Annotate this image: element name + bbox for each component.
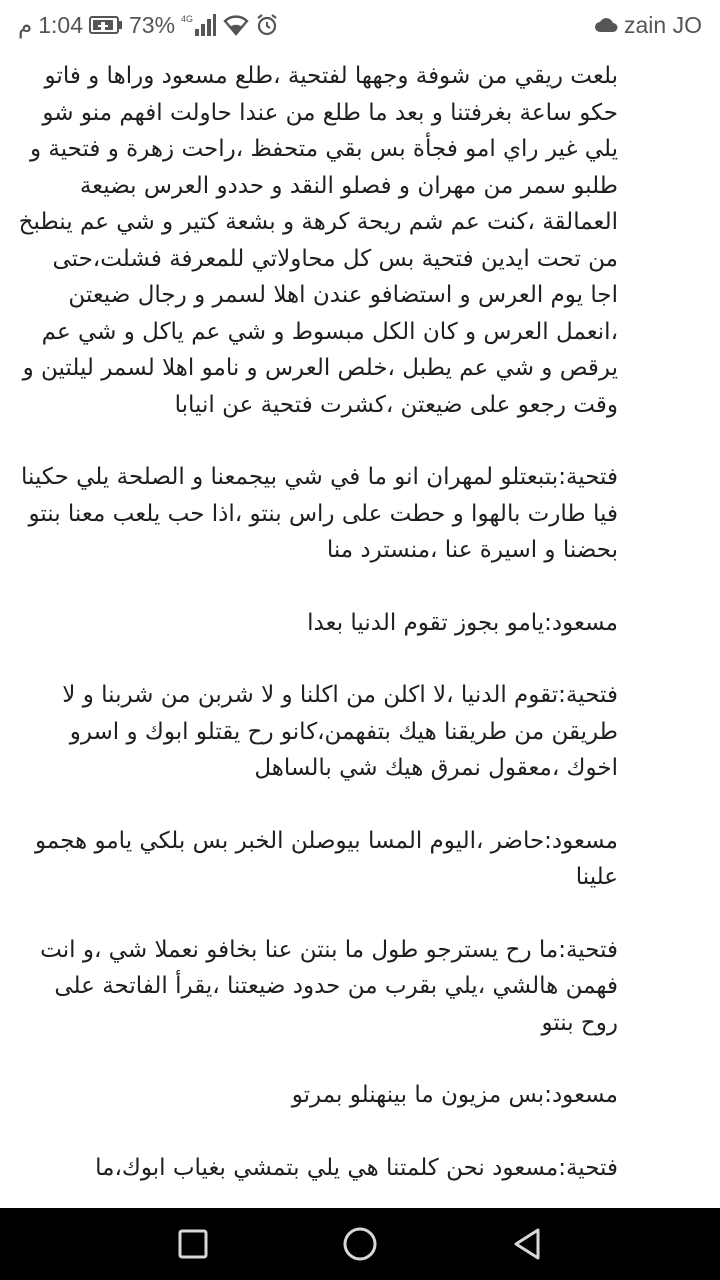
story-paragraph: بلعت ريقي من شوفة وجهها لفتحية ،طلع مسعود وراها و فاتو حكو ساعة بغرفتنا و بعد ما طلع من عندا حاولت افهم منو شو يلي غير راي امو فجأة بس بقي متحفظ ،راحت زهرة و فتحية و طلبو سمر من مهران و فصلو النقد و حددو العرس بضيعة العمالقة ،كنت عم شم ريحة كرهة و بشعة كتير و شي عم ينطبخ من تحت ايدين فتحية بس كل محاولاتي للمعرفة فشلت،حتى اجا يوم العرس و استضافو عندن اهلا لسمر و رجال ضيعتن ،انعمل العرس و كان الكل مبسوط و شي عم ياكل و شي عم يرقص و شي عم يطبل ،خلص العرس و نامو اهلا لسمر ليلتين و وقت رجعو على ضيعتن ،كشرت فتحية عن انيابا <box>18 63 618 418</box>
network-type-label: 4G <box>181 14 194 24</box>
story-text <box>18 58 618 1208</box>
alarm-clock-icon <box>255 13 279 37</box>
back-button[interactable] <box>497 1214 557 1274</box>
story-paragraph: فتحية:تقوم الدنيا ،لا اكلن من اكلنا و لا شربن من شربنا و لا طريقن من طريقنا هيك بتفهمن،كانو رح يقتلو ابوك و اسرو اخوك ،معقول نمرق هيك شي بالساهل <box>62 682 618 781</box>
time-suffix: م <box>18 11 33 38</box>
home-button[interactable] <box>330 1214 390 1274</box>
story-paragraph: فتحية:ما رح يسترجو طول ما بنتن عنا بخافو نعملا شي ،و انت فهمن هالشي ،يلي بقرب من حدود ضيعتنا ،يقرأ الفاتحة على روح بنتو <box>40 936 618 1036</box>
recent-apps-button[interactable] <box>163 1214 223 1274</box>
square-icon <box>177 1228 209 1260</box>
story-paragraph: مسعود:حاضر ،اليوم المسا بيوصلن الخبر بس بلكي يامو هجمو علينا <box>35 827 618 890</box>
status-right <box>594 12 702 39</box>
wifi-icon <box>223 14 249 36</box>
carrier-name: zain JO <box>624 11 702 38</box>
story-paragraph: مسعود:يامو بجوز تقوم الدنيا بعدا <box>307 609 618 636</box>
status-left <box>18 12 279 39</box>
cloud-icon <box>594 16 618 34</box>
battery-percent: 73% <box>129 11 176 38</box>
back-triangle-icon <box>511 1227 543 1261</box>
status-bar <box>0 0 720 50</box>
navigation-bar <box>0 1208 720 1280</box>
signal-icon <box>181 13 217 37</box>
story-paragraph: فتحية:بتبعتلو لمهران انو ما في شي بيجمعنا و الصلحة يلي حكينا فيا طارت بالهوا و حطت على راس بنتو ،اذا حب يلعب معنا بنتو بحضنا و اسيرة عنا ،منسترد منا <box>21 464 618 563</box>
circle-icon <box>341 1225 379 1263</box>
clock-time: 1:04 <box>38 11 84 38</box>
story-paragraph: فتحية:مسعود نحن كلمتنا هي يلي بتمشي بغياب ابوك،ما <box>95 1154 618 1181</box>
battery-icon <box>89 16 123 34</box>
story-paragraph: مسعود:بس مزيون ما بينهنلو بمرتو <box>291 1082 618 1108</box>
